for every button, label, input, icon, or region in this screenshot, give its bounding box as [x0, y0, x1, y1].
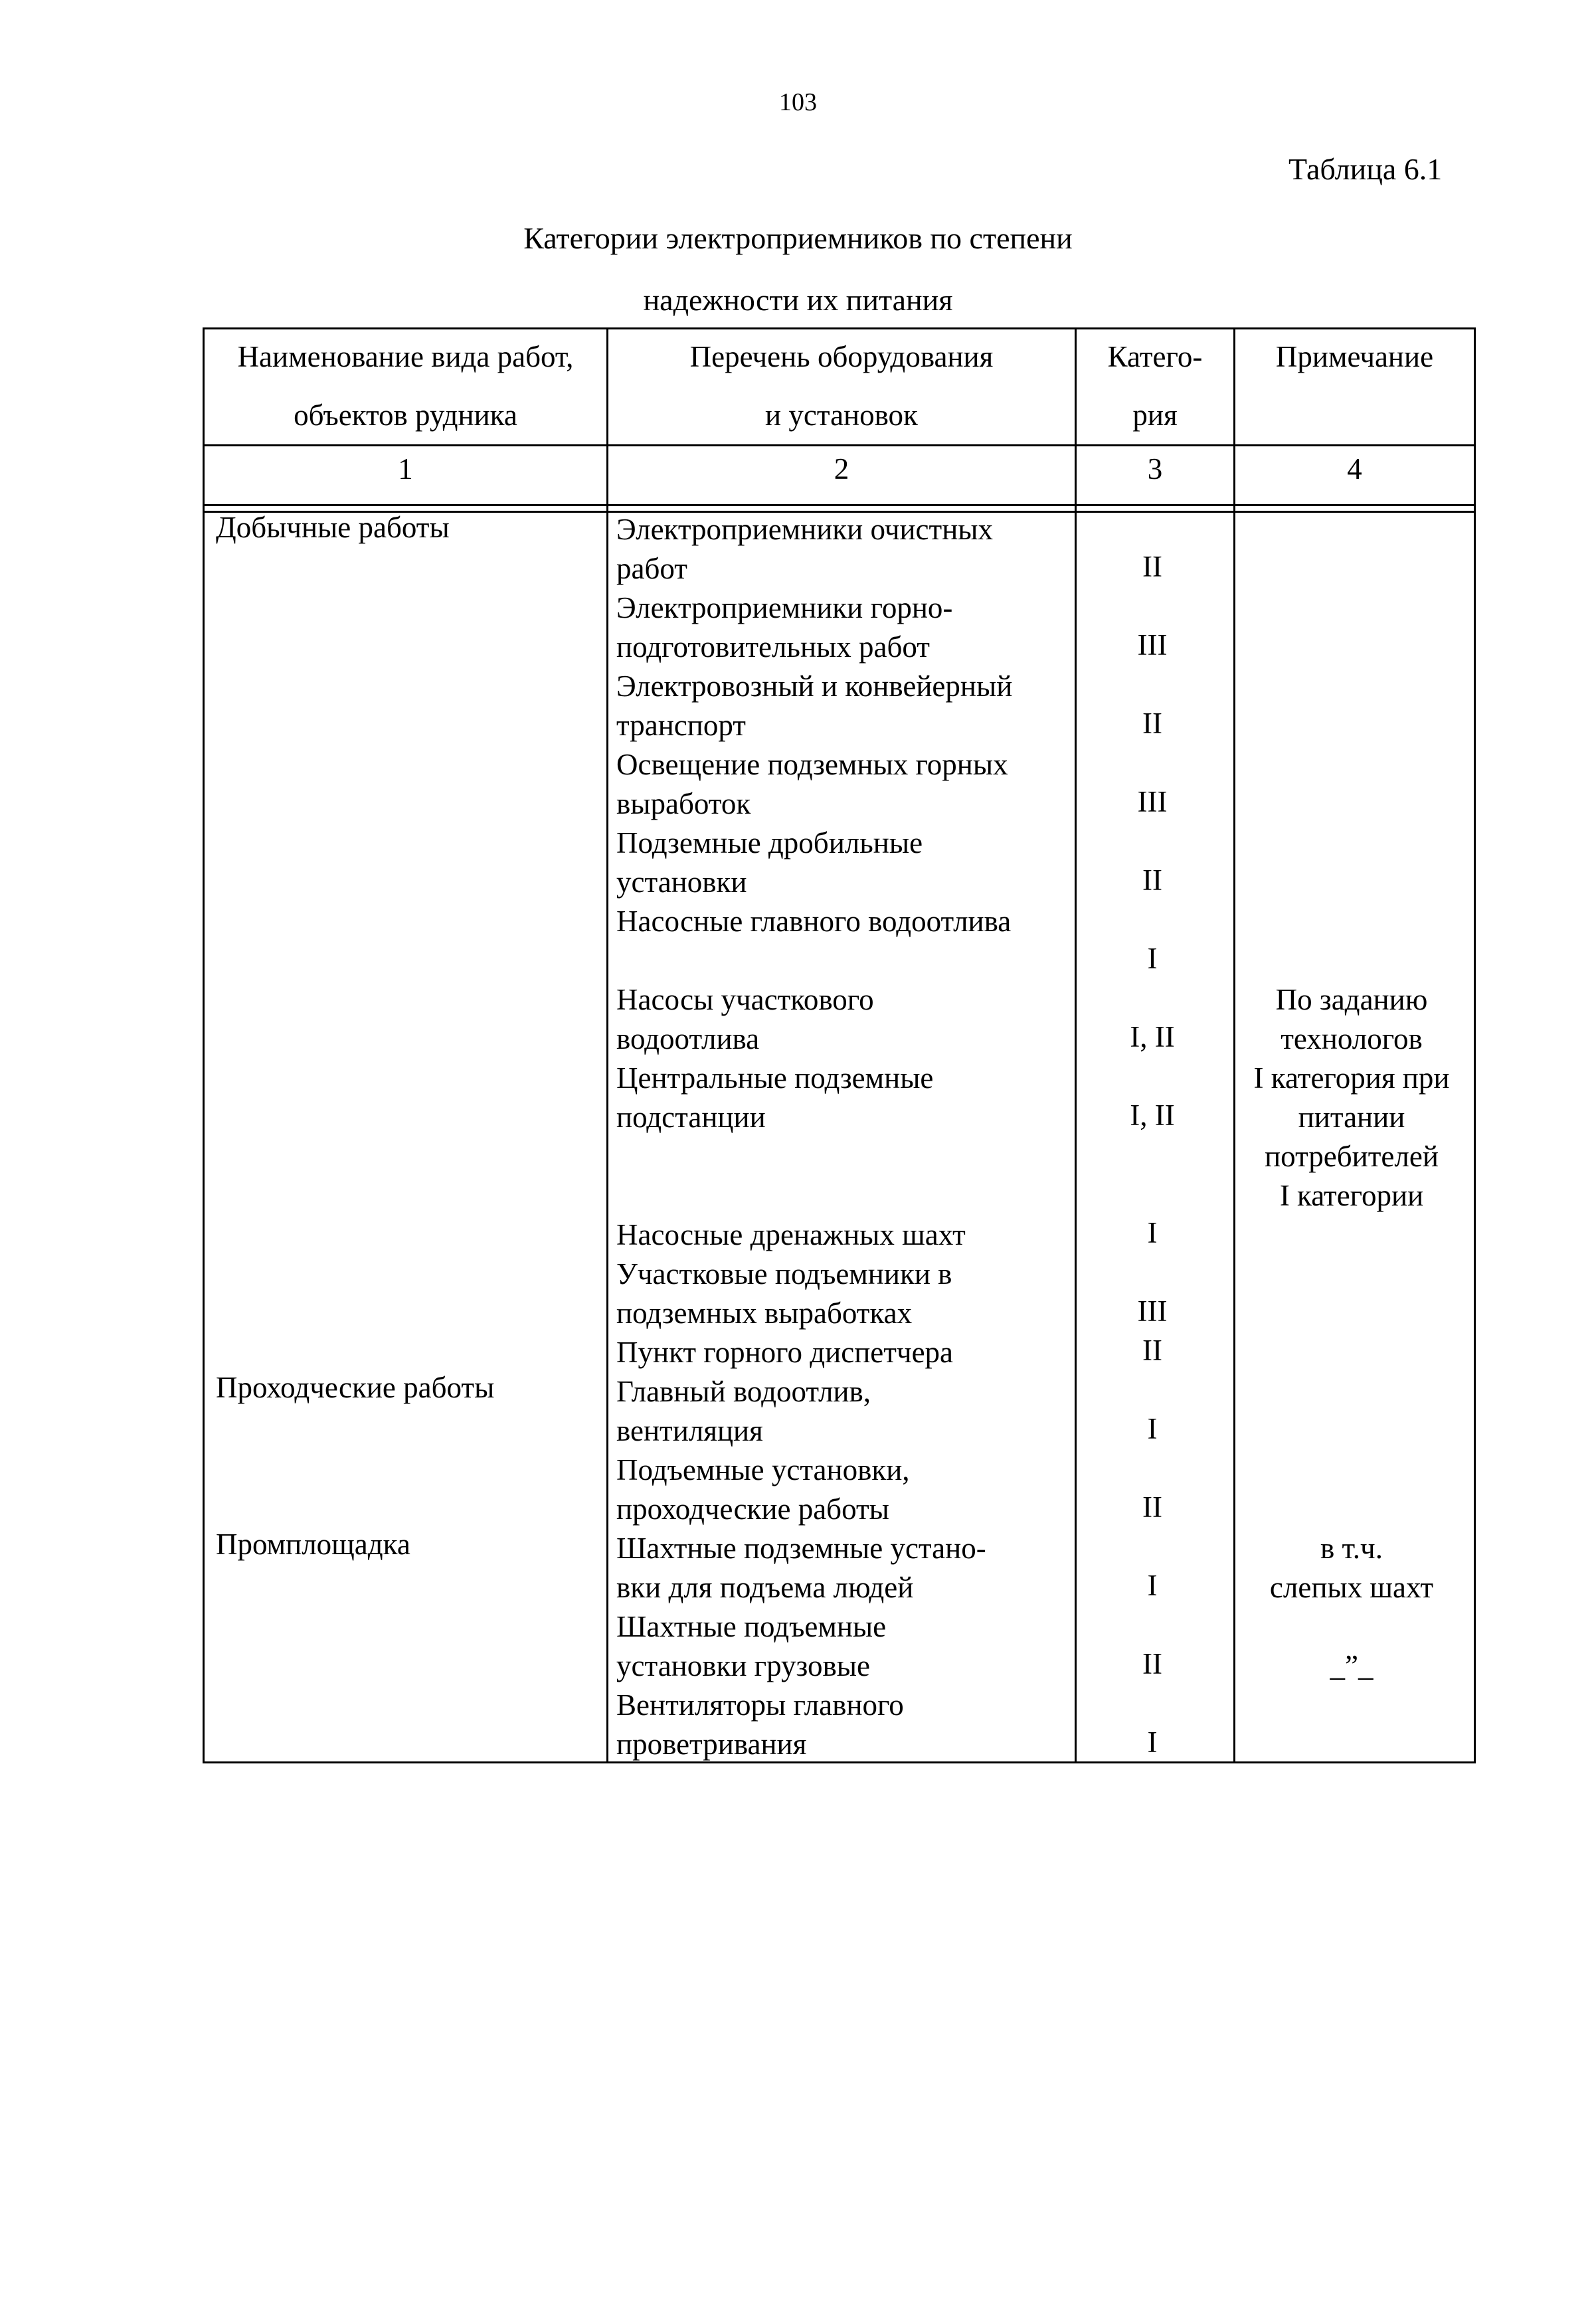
table-border-left	[203, 327, 205, 1763]
equipment-line: Участковые подъемники в	[616, 1257, 952, 1291]
table-title-line: надежности их питания	[643, 283, 953, 317]
equipment-line: Шахтные подъемные	[616, 1610, 887, 1643]
equipment-line: Электроприемники горно-	[616, 591, 953, 624]
category-value: I, II	[1130, 1020, 1175, 1053]
equipment-line: проветривания	[616, 1728, 807, 1761]
equipment-line: Центральные подземные	[616, 1061, 934, 1095]
column-divider	[606, 327, 608, 1763]
header-col1: Наименование вида работ, объектов рудника	[237, 340, 574, 432]
equipment-line: Подземные дробильные	[616, 826, 923, 859]
column-number: 3	[1147, 452, 1163, 486]
category-value: II	[1142, 1334, 1162, 1367]
equipment-line: подземных выработках	[616, 1296, 913, 1330]
equipment-line	[616, 1137, 1012, 1176]
equipment-line	[616, 1176, 1012, 1215]
equipment-line: Насосные дренажных шахт	[616, 1218, 966, 1251]
category-value: II	[1142, 1647, 1162, 1680]
page-number: 103	[779, 88, 817, 116]
category-value: I, II	[1130, 1099, 1175, 1132]
column-number: 2	[834, 452, 849, 486]
equipment-list	[616, 510, 1012, 1764]
equipment-line: установки грузовые	[616, 1649, 871, 1682]
work-type: Добычные работы	[216, 511, 450, 544]
category-value: III	[1137, 628, 1168, 662]
table-label: Таблица 6.1	[1288, 152, 1443, 186]
equipment-line: Освещение подземных горных	[616, 748, 1008, 781]
category-value: I	[1147, 1216, 1158, 1249]
equipment-line: вентиляция	[616, 1414, 763, 1447]
equipment-line: Насосные главного водоотлива	[616, 905, 1012, 938]
work-type: Промплощадка	[216, 1528, 410, 1561]
equipment-line: водоотлива	[616, 1022, 760, 1055]
column-number: 1	[398, 452, 413, 486]
category-value: III	[1137, 1295, 1168, 1328]
category-value: III	[1137, 785, 1168, 818]
equipment-line: подстанции	[616, 1101, 766, 1134]
table-border-right	[1474, 327, 1476, 1763]
equipment-line: вки для подъема людей	[616, 1571, 914, 1604]
equipment-line: Электровозный и конвейерный	[616, 670, 1013, 703]
category-value: I	[1147, 1569, 1158, 1602]
equipment-line: транспорт	[616, 709, 746, 742]
equipment-line: Насосы участкового	[616, 983, 874, 1016]
note-block: в т.ч. слепых шахт	[1269, 1532, 1434, 1604]
header-col2: Перечень оборудования и установок	[689, 340, 994, 432]
header-col4: Примечание	[1275, 340, 1434, 373]
equipment-line: работ	[616, 552, 687, 585]
equipment-line: Вентиляторы главного	[616, 1688, 904, 1722]
category-value: II	[1142, 550, 1162, 583]
equipment-line: подготовительных работ	[616, 630, 930, 664]
header-divider	[203, 444, 1476, 446]
category-value: II	[1142, 863, 1162, 897]
equipment-line: установки	[616, 865, 747, 899]
category-value: II	[1142, 1490, 1162, 1524]
equipment-line: Шахтные подземные устано-	[616, 1532, 986, 1565]
equipment-line: Электроприемники очистных	[616, 513, 994, 546]
column-number: 4	[1347, 452, 1362, 486]
table-title-line: Категории электроприемников по степени	[523, 221, 1073, 255]
equipment-line	[616, 941, 1012, 980]
note-block: По заданию технологов I категория при питании потребителей I категории	[1253, 983, 1450, 1212]
equipment-line: Подъемные установки,	[616, 1453, 910, 1486]
category-value: I	[1147, 942, 1158, 975]
table-title	[0, 207, 1596, 331]
category-value: II	[1142, 707, 1162, 740]
equipment-line: Главный водоотлив,	[616, 1375, 871, 1408]
category-value: I	[1147, 1726, 1158, 1759]
header-col3: Катего- рия	[1107, 340, 1203, 432]
equipment-line: выработок	[616, 787, 751, 820]
equipment-line: проходческие работы	[616, 1492, 889, 1526]
number-row-divider	[203, 504, 1476, 506]
equipment-line: Пункт горного диспетчера	[616, 1336, 954, 1369]
note-ditto: _”_	[1330, 1649, 1374, 1682]
work-type: Проходческие работы	[216, 1371, 495, 1404]
category-value: I	[1147, 1412, 1158, 1445]
